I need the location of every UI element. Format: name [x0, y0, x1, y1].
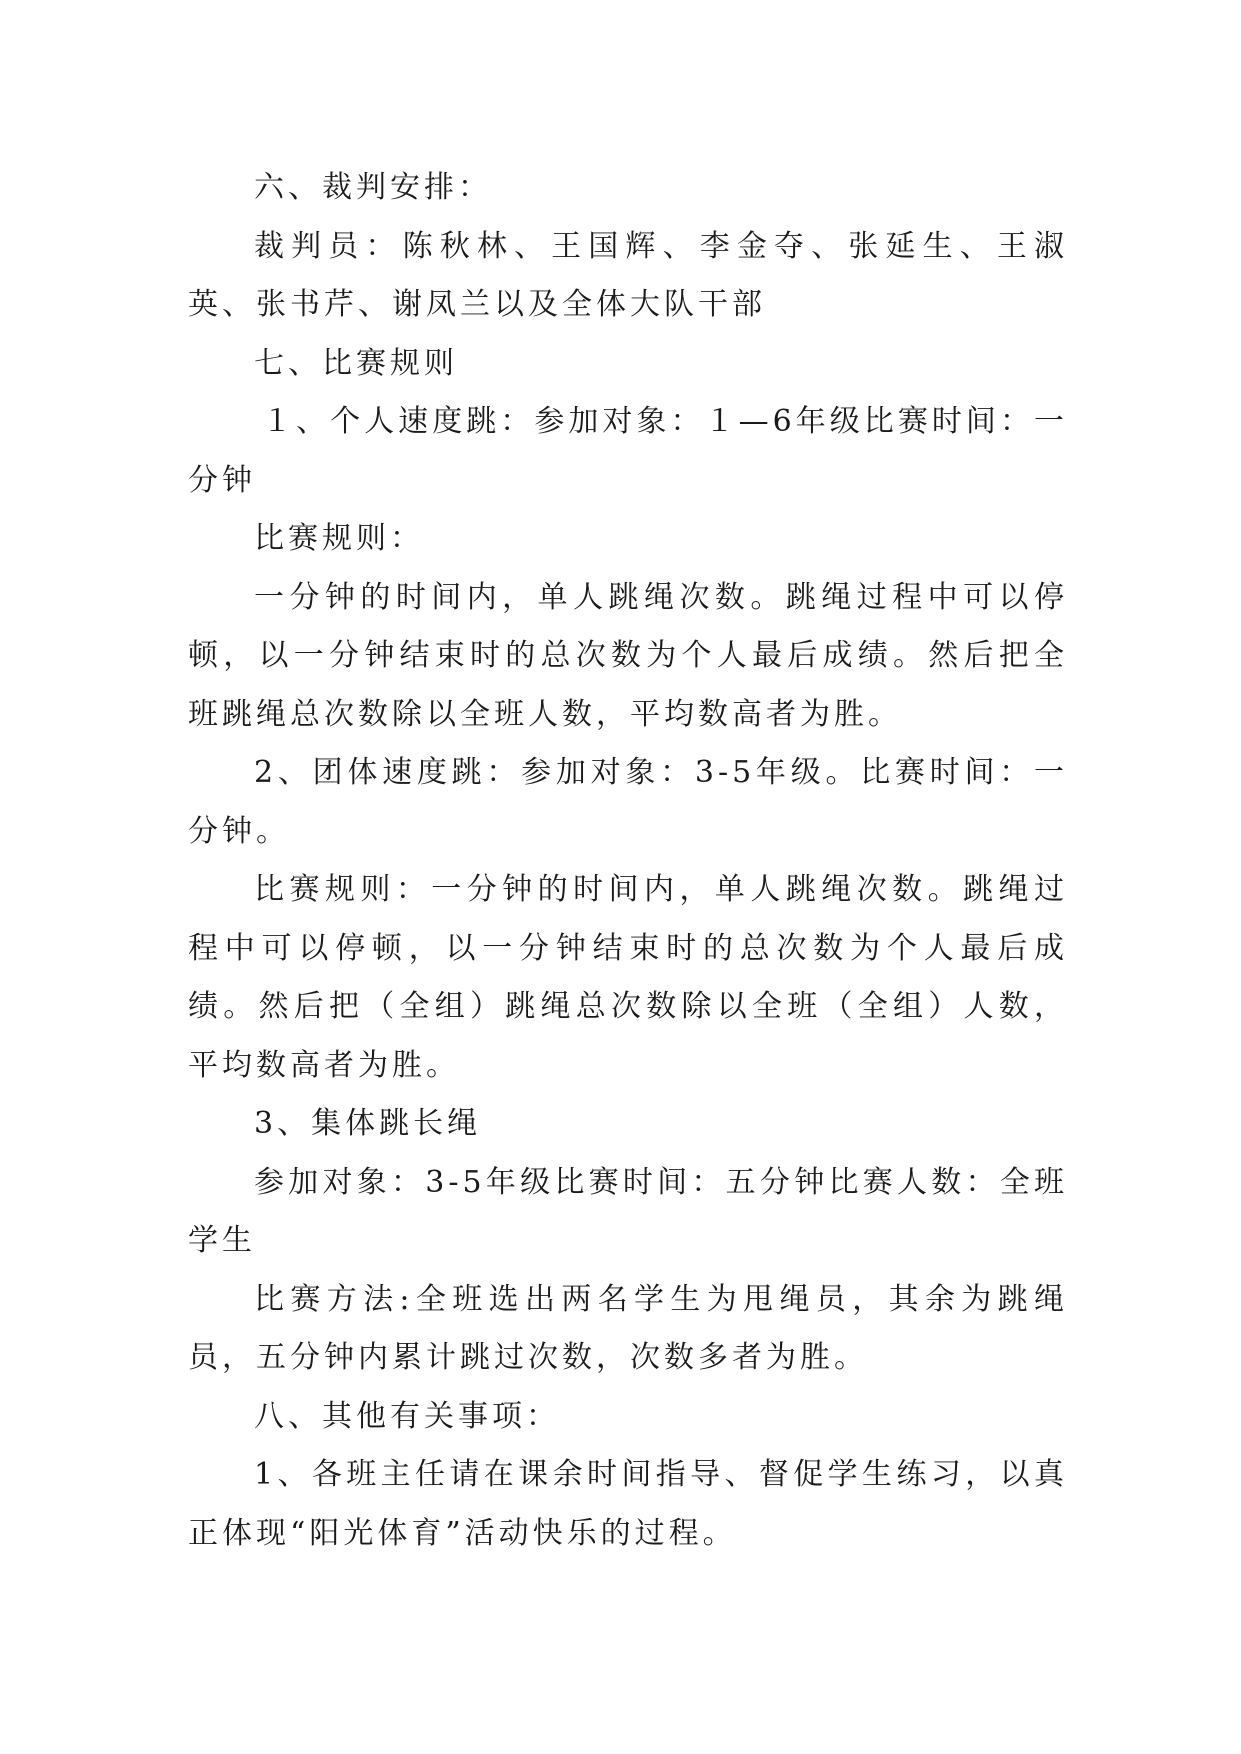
rule-long-rope: 3、集体跳长绳: [254, 1106, 482, 1141]
rule-team-detail: 比赛规则：一分钟的时间内，单人跳绳次数。跳绳过程中可以停顿，以一分钟结束时的总次数为个人最后成绩。然后把（全组）跳绳总次数除以全班（全组）人数，平均数高者为胜。: [188, 872, 1068, 1083]
rule-label: 比赛规则：: [254, 521, 424, 556]
document-body: [188, 159, 1068, 1563]
rule-individual-detail: 一分钟的时间内，单人跳绳次数。跳绳过程中可以停顿，以一分钟结束时的总次数为个人最后成绩。然后把全班跳绳总次数除以全班人数，平均数高者为胜。: [188, 579, 1068, 732]
rule-individual-speed: １、个人速度跳：参加对象：１—6年级比赛时间：一分钟: [188, 404, 1068, 498]
section-heading-other: 八、其他有关事项：: [254, 1398, 560, 1434]
section-heading-rules: 七、比赛规则: [254, 345, 458, 381]
rule-team-speed: 2、团体速度跳：参加对象：3-5年级。比赛时间：一分钟。: [188, 755, 1068, 849]
section-heading-referees: 六、裁判安排：: [254, 170, 492, 205]
other-item-1: 1、各班主任请在课余时间指导、督促学生练习，以真正体现“阳光体育”活动快乐的过程。: [188, 1457, 1068, 1551]
rule-long-rope-method: 比赛方法:全班选出两名学生为甩绳员，其余为跳绳员，五分钟内累计跳过次数，次数多者为胜。: [188, 1281, 1068, 1375]
referee-list: 裁判员：陈秋林、王国辉、李金夺、张延生、王淑英、张书芹、谢凤兰以及全体大队干部: [188, 228, 1068, 322]
rule-long-rope-participants: 参加对象：3-5年级比赛时间：五分钟比赛人数：全班学生: [188, 1164, 1068, 1258]
